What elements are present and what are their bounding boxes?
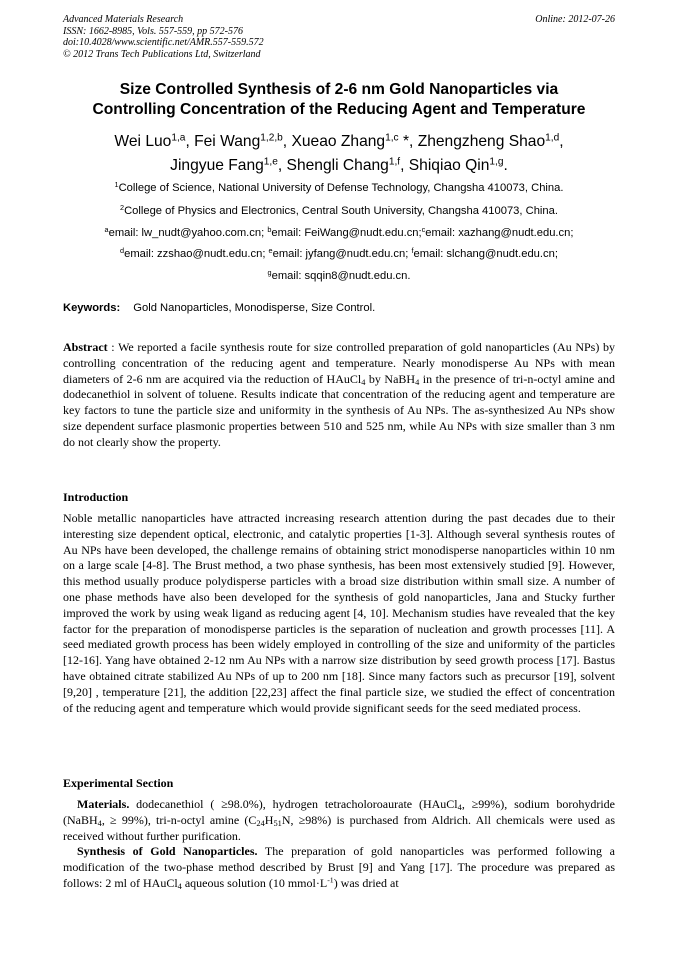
synthesis-label: Synthesis of Gold Nanoparticles. (77, 844, 258, 859)
journal-header (63, 14, 615, 60)
subscript: 4 (457, 803, 462, 813)
journal-name: Advanced Materials Research (63, 14, 184, 25)
keywords-text: Gold Nanoparticles, Monodisperse, Size Control. (130, 302, 376, 314)
author-separator: . (503, 157, 508, 174)
author-name: Wei Luo (114, 133, 172, 150)
copyright-line: © 2012 Trans Tech Publications Ltd, Switzerland (63, 48, 261, 60)
experimental-heading: Experimental Section (63, 776, 174, 790)
author-affil-sup: 1,e (263, 156, 278, 168)
author-affil-sup: 1,a (171, 132, 186, 144)
author-affil-sup: 1,d (545, 132, 560, 144)
email-sup: c (421, 225, 426, 234)
introduction-body (63, 511, 615, 716)
affil-text: College of Physics and Electronics, Central South University, Changsha 410073, China. (124, 205, 558, 217)
experimental-body (63, 797, 615, 892)
email-link[interactable]: email: sqqin8@nudt.edu.cn. (271, 270, 411, 282)
subscript: 4 (97, 818, 102, 828)
introduction-heading: Introduction (63, 490, 129, 504)
email-link[interactable]: email: slchang@nudt.edu.cn; (413, 248, 558, 260)
author-affil-sup: 1,2,b (260, 132, 283, 144)
email-sup: g (267, 268, 272, 277)
materials-paragraph (63, 797, 615, 844)
paragraph-text: , ≥99%), sodium borohydride (NaBH (63, 797, 615, 827)
email-line-3 (0, 269, 678, 283)
affil-sup: 1 (114, 180, 119, 189)
subscript: 4 (177, 882, 182, 892)
author-affil-sup: 1,f (388, 156, 401, 168)
abstract-text: by NaBH (365, 371, 416, 386)
paragraph-text: dodecanethiol ( ≥98.0%), hydrogen tetracholoroaurate (HAuCl (129, 797, 458, 811)
issn-line: ISSN: 1662-8985, Vols. 557-559, pp 572-576 (63, 25, 243, 37)
paragraph-text: The preparation of gold nanoparticles was performed following a modification of the two-phase method described by Brust [9] and Yang [17]. The procedure was prepared as follows: 2 ml of HAuCl (63, 844, 615, 890)
affil-text: College of Science, National University of Defense Technology, Changsha 410073, China. (118, 182, 564, 194)
author-name: *, Zhengzheng Shao (398, 133, 546, 150)
author-line-2 (0, 154, 678, 178)
subscript: 24 (256, 818, 265, 828)
title-line-2: Controlling Concentration of the Reducing Agent and Temperature (92, 101, 586, 118)
paragraph-text: , ≥ 99%), tri-n-octyl amine (C (101, 812, 257, 827)
abstract-text: in the presence of tri-n-octyl amine and dodecanethiol in solvent of toluene. Results indicate that concentration of the reducing agent and temperature are key factors to tune the particle size and uniformity in the synthesis of Au NPs. The as-synthesized Au NPs show size dependent surface plasmonic properties between 510 and 525 nm, while Au NPs with size smaller than 3 nm do not clearly show the property. (63, 371, 616, 449)
subscript: 4 (415, 377, 420, 387)
materials-label: Materials. (77, 797, 130, 811)
keywords-label: Keywords: (63, 302, 121, 314)
email-sup: b (267, 225, 272, 234)
superscript: -1 (327, 875, 334, 885)
email-sup: a (104, 225, 109, 234)
author-affil-sup: 1,g (489, 156, 504, 168)
email-link[interactable]: email: lw_nudt@yahoo.com.cn; (108, 227, 268, 239)
paragraph-text: H (264, 812, 274, 827)
paragraph-text: aqueous solution (10 mmol·L (181, 875, 328, 890)
author-name: Jingyue Fang (170, 157, 264, 174)
email-line-1 (0, 226, 678, 240)
email-link[interactable]: email: zzshao@nudt.edu.cn; (124, 248, 269, 260)
author-name: , Shiqiao Qin (400, 157, 490, 174)
email-link[interactable]: email: FeiWang@nudt.edu.cn; (271, 227, 422, 239)
doi-line: doi:10.4028/www.scientific.net/AMR.557-559.572 (63, 37, 264, 48)
author-name: , Fei Wang (185, 133, 261, 150)
author-line-1 (0, 130, 678, 154)
paper-title (0, 80, 678, 120)
affil-sup: 2 (120, 203, 125, 212)
abstract (63, 340, 615, 451)
author-separator: , (559, 133, 564, 150)
author-name: , Xueao Zhang (282, 133, 386, 150)
author-affil-sup: 1,c (385, 132, 399, 144)
paragraph-text: ) was dried at (333, 875, 399, 890)
email-sup: d (120, 246, 125, 255)
paragraph-text: N, ≥98%) is purchased from Aldrich. All chemicals were used as received without further purification. (63, 812, 615, 843)
title-line-1: Size Controlled Synthesis of 2-6 nm Gold Nanoparticles via (119, 81, 559, 98)
affiliation-2 (0, 204, 678, 218)
email-sup: f (411, 246, 414, 255)
email-link[interactable]: email: jyfang@nudt.edu.cn; (272, 248, 412, 260)
email-sup: e (268, 246, 273, 255)
subscript: 51 (273, 818, 282, 828)
abstract-label: Abstract (63, 340, 108, 354)
online-date: Online: 2012-07-26 (535, 14, 615, 25)
email-link[interactable]: email: xazhang@nudt.edu.cn; (425, 227, 574, 239)
subscript: 4 (361, 377, 366, 387)
synthesis-paragraph (63, 844, 615, 891)
email-line-2 (0, 247, 678, 261)
introduction-text: Noble metallic nanoparticles have attracted increasing research attention during the past decades due to their interesting size dependent optical, electronic, and catalytic properties [1-3]. Although several synthesis routes of Au NPs have been developed, the challenge remains of obtaining strict monodisperse nanoparticles within 10 nm on a large scale [4-8]. The Brust method, a two phase synthesis, has been most extensively studied [9]. However, this method usually produce polydisperse particles with a broad size distribution within small size. A number of one phase methods have also been developed for the synthesis of gold nanoparticles, Jana and Stucky further improved the work by using weak ligand as reducing agent [4, 10]. Mechanism studies have revealed that the key factor for the preparation of monodisperse particles is the separation of nucleation and growth processes [11]. A seed mediated growth process has been widely employed in controlling of the size and uniformity of the particles [12-16]. Yang have obtained 2-12 nm Au NPs with a narrow size distribution by seed growth process [17]. Bastus have obtained citrate stabilized Au NPs of up to 200 nm [18]. Since many factors such as precursor [19], solvent [9,20] , temperature [21], the addition [22,23] affect the final particle size, we studied the effect of concentration of the reducing agent and temperature which would provide significant seeds for the seed mediated process. (63, 511, 615, 715)
author-name: , Shengli Chang (277, 157, 389, 174)
affiliation-1 (0, 181, 678, 195)
abstract-text: : We reported a facile synthesis route for size controlled preparation of gold nanoparticles (Au NPs) by controlling concentration of the reducing agent and temperature. Nearly monodisperse Au NPs with mean diameters of 2-6 nm are acquired via the reduction of HAuCl (63, 340, 615, 386)
keywords (63, 302, 615, 314)
author-list (0, 130, 678, 178)
